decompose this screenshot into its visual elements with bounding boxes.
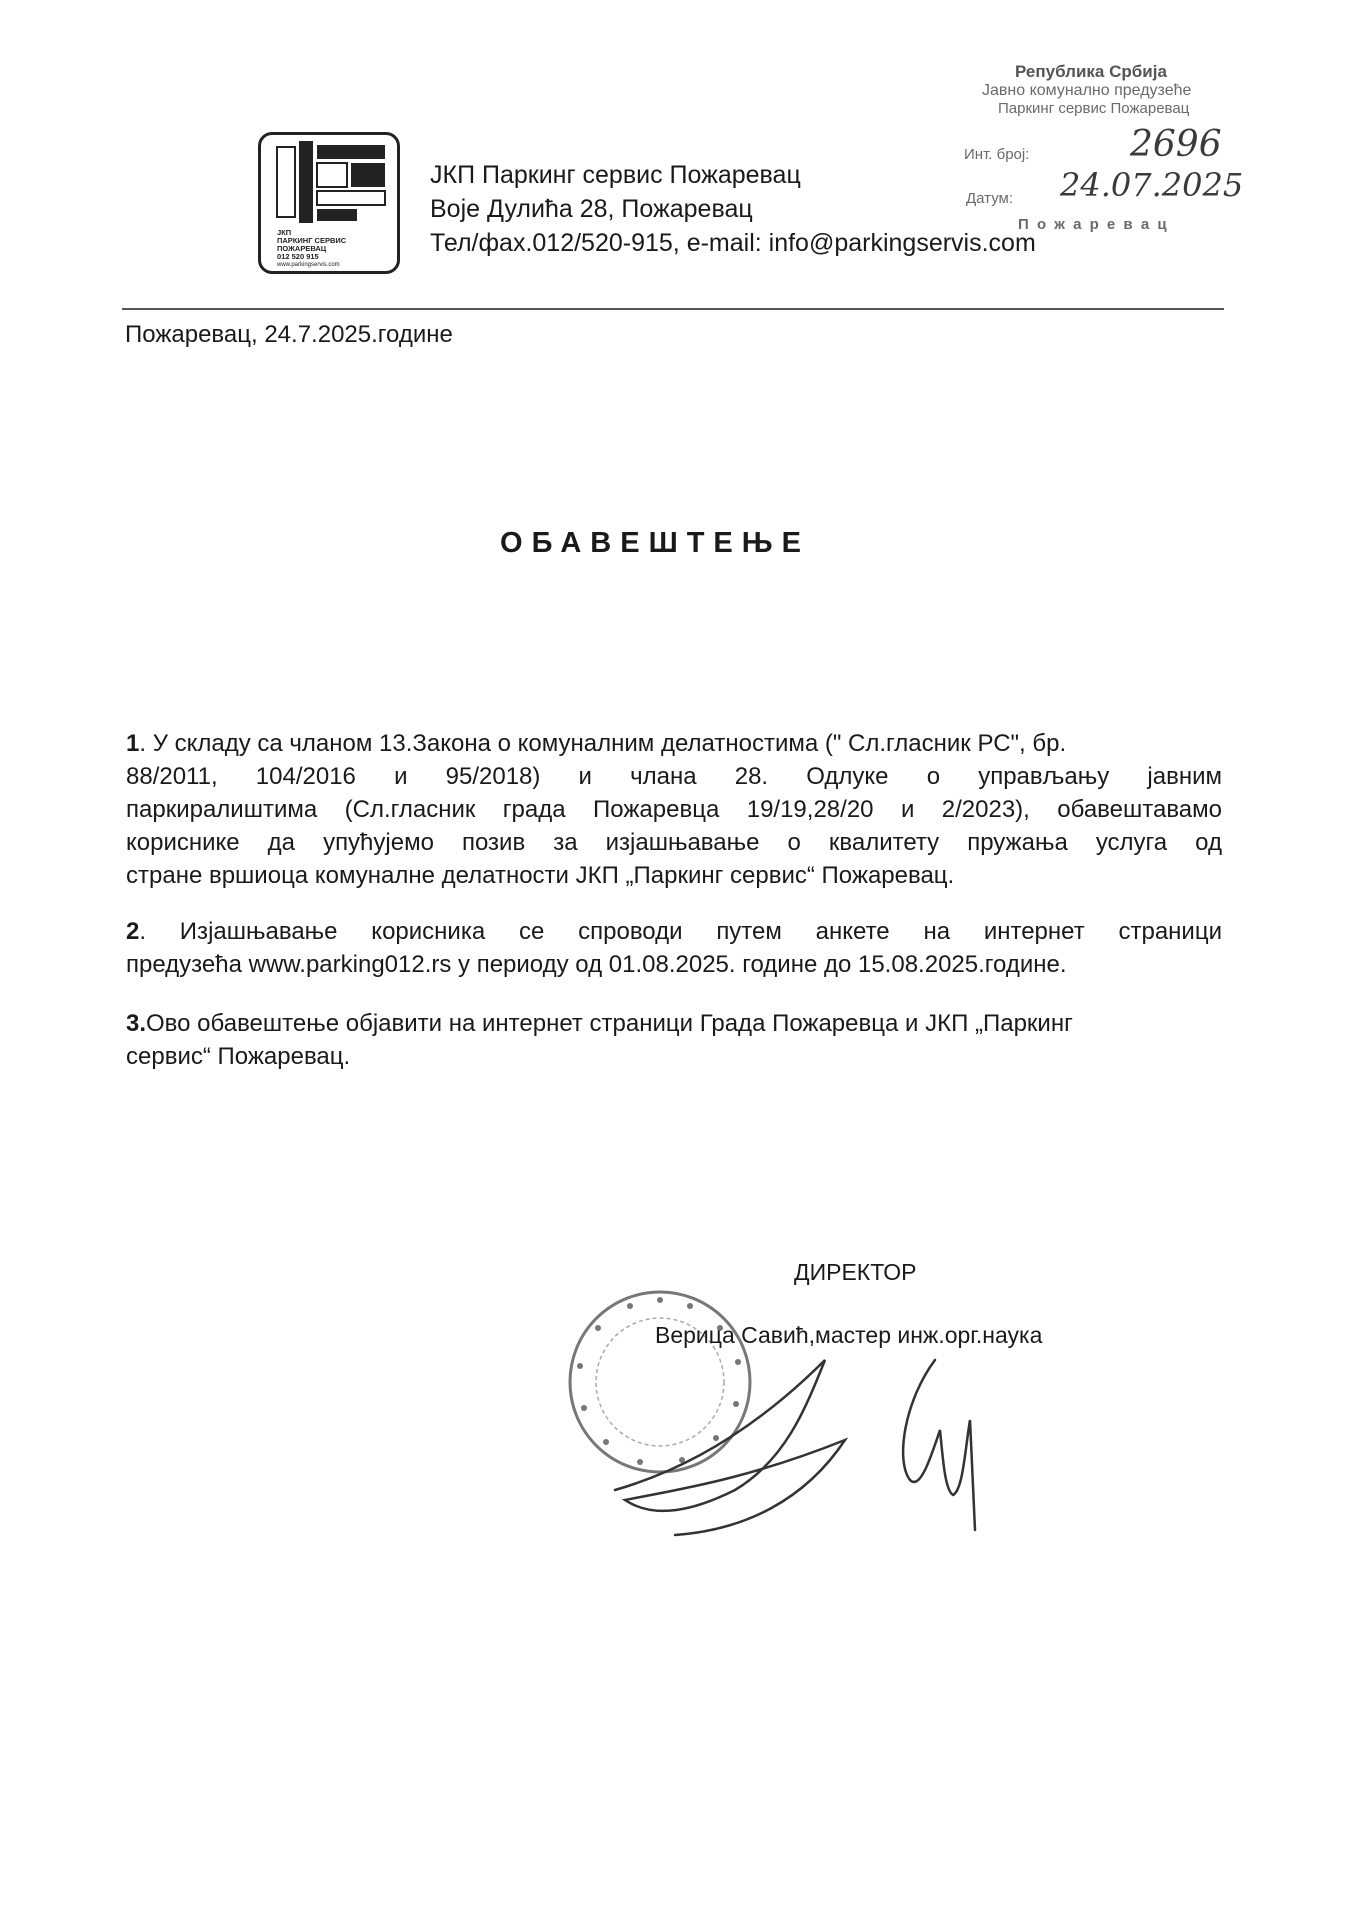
- logo-line-2: ПАРКИНГ СЕРВИС: [277, 236, 347, 245]
- handwritten-signature-icon: [545, 1340, 1015, 1540]
- letterhead: [430, 158, 1036, 260]
- logo-line-1: ЈКП: [277, 228, 292, 237]
- paragraph-1: [126, 727, 1222, 892]
- stamp-date: 24.07.2025: [1060, 166, 1244, 204]
- paragraph-1-line-3: паркиралиштима (Сл.гласник града Пожаревца 19/19,28/20 и 2/2023), обавештавамо: [126, 796, 1222, 823]
- paragraph-1-line-5: стране вршиоца комуналне делатности ЈКП „Паркинг сервис“ Пожаревац.: [126, 862, 955, 889]
- organization-contact: Тел/фах.012/520-915, e-mail: info@parkingservis.com: [430, 229, 1036, 257]
- stamp-company: Јавно комунално предузеће: [982, 82, 1192, 99]
- logo-mark-icon: [273, 141, 389, 223]
- paragraph-1-number: 1: [126, 730, 140, 757]
- stamp-city: П о ж а р е в а ц: [1018, 216, 1169, 233]
- director-title: ДИРЕКТОР: [794, 1259, 917, 1285]
- registry-stamp: [960, 48, 1258, 238]
- paragraph-2-line-1: 2. Изјашњавање корисника се спроводи путем анкете на интернет страници: [126, 918, 1222, 945]
- paragraph-1-line-4: кориснике да упућујемо позив за изјашњавање о квалитету пружања услуга од: [126, 829, 1222, 856]
- paragraph-3-line-2: сервис“ Пожаревац.: [126, 1043, 351, 1070]
- paragraph-3-line-1: 3.Ово обавештење објавити на интернет страници Града Пожаревца и ЈКП „Паркинг: [126, 1010, 1073, 1037]
- place-and-date: Пожаревац, 24.7.2025.године: [125, 321, 453, 348]
- logo-line-3: ПОЖАРЕВАЦ: [277, 244, 327, 253]
- stamp-company-name: Паркинг сервис Пожаревац: [998, 100, 1190, 117]
- logo-line-5: www.parkingservis.com: [277, 262, 340, 268]
- paragraph-2: [126, 915, 1222, 981]
- director-name: Верица Савић,мастер инж.орг.наука: [655, 1322, 1043, 1348]
- paragraph-2-number: 2: [126, 918, 140, 945]
- logo-line-4: 012 520 915: [277, 252, 319, 261]
- stamp-country: Република Србија: [1015, 62, 1167, 81]
- stamp-date-label: Датум:: [966, 190, 1014, 207]
- organization-name: ЈКП Паркинг сервис Пожаревац: [430, 161, 801, 189]
- paragraph-3-number: 3.: [126, 1010, 147, 1037]
- paragraph-1-line-1: 1. У складу са чланом 13.Закона о комуналним делатностима (" Сл.гласник РС", бр.: [126, 730, 1067, 757]
- document-title: ОБАВЕШТЕЊЕ: [500, 527, 810, 559]
- stamp-number-label: Инт. број:: [964, 146, 1030, 163]
- company-logo: [258, 132, 400, 274]
- organization-address: Воје Дулића 28, Пожаревац: [430, 195, 753, 223]
- paragraph-1-line-2: 88/2011, 104/2016 и 95/2018) и члана 28. Одлуке о управљању јавним: [126, 763, 1222, 790]
- stamp-number: 2696: [1130, 124, 1222, 165]
- paragraph-3: [126, 1007, 1222, 1073]
- header-divider: [122, 308, 1224, 310]
- paragraph-2-line-2: предузећа www.parking012.rs у периоду од 01.08.2025. године до 15.08.2025.године.: [126, 951, 1067, 978]
